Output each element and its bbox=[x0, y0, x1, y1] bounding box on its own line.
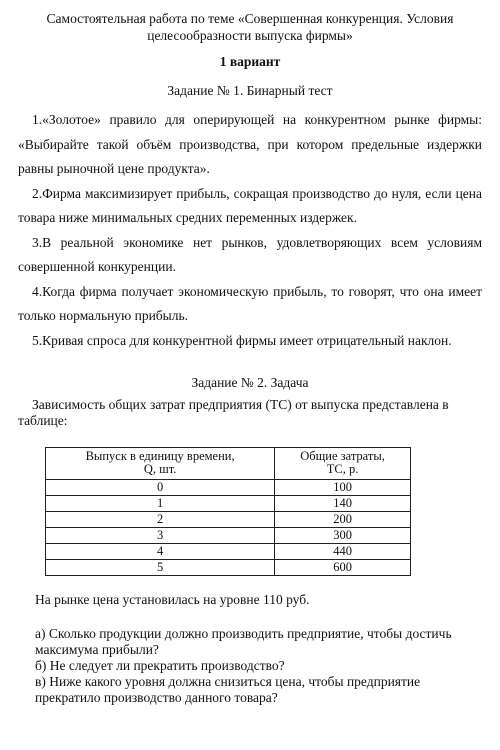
statement-item: 4.Когда фирма получает экономическую прибыль, то говорят, что она имеет только нормальную прибыль. bbox=[18, 283, 482, 323]
statement-item: 1.«Золотое» правило для оперирующей на конкурентном рынке фирмы: «Выбирайте такой объём производства, при котором предельные издержки равны рыночной цене продукта». bbox=[18, 112, 482, 176]
variant-label: 1 вариант bbox=[219, 54, 281, 69]
table-row bbox=[46, 544, 411, 560]
column-header-total-cost bbox=[275, 448, 411, 480]
statement-item: 5.Кривая спроса для конкурентной фирмы имеет отрицательный наклон. bbox=[32, 332, 452, 348]
cell-total-cost: 100 bbox=[275, 480, 411, 496]
table-header-row bbox=[46, 448, 411, 480]
statement-item: 3.В реальной экономике нет рынков, удовлетворяющих всем условиям совершенной конкуренции. bbox=[18, 234, 482, 274]
table-row bbox=[46, 512, 411, 528]
cell-output: 3 bbox=[46, 528, 275, 544]
table-row bbox=[46, 480, 411, 496]
column-header-output-line1: Выпуск в единицу времени, bbox=[85, 449, 235, 463]
task2-intro: Зависимость общих затрат предприятия (ТС) от выпуска представлена в таблице: bbox=[18, 397, 449, 428]
column-header-total-cost-line1: Общие затраты, bbox=[300, 449, 385, 463]
cell-output: 5 bbox=[46, 560, 275, 576]
column-header-total-cost-line2: ТС, р. bbox=[326, 462, 359, 476]
cell-total-cost: 440 bbox=[275, 544, 411, 560]
question-item: в) Ниже какого уровня должна снизиться цена, чтобы предприятие прекратило производство данного товара? bbox=[35, 674, 421, 705]
table-row bbox=[46, 496, 411, 512]
cell-total-cost: 200 bbox=[275, 512, 411, 528]
question-item: б) Не следует ли прекратить производство? bbox=[35, 658, 285, 673]
page-title: Самостоятельная работа по теме «Совершенная конкуренция. Условия целесообразности выпуска фирмы» bbox=[46, 11, 454, 43]
cell-total-cost: 300 bbox=[275, 528, 411, 544]
market-price-text: На рынке цена установилась на уровне 110 руб. bbox=[35, 592, 310, 607]
question-item: а) Сколько продукции должно производить предприятие, чтобы достичь максимума прибыли? bbox=[35, 626, 452, 657]
table-row bbox=[46, 528, 411, 544]
task2-heading: Задание № 2. Задача bbox=[191, 375, 309, 390]
column-header-output-line2: Q, шт. bbox=[143, 462, 177, 476]
cell-output: 4 bbox=[46, 544, 275, 560]
cell-output: 0 bbox=[46, 480, 275, 496]
task1-heading: Задание № 1. Бинарный тест bbox=[167, 83, 333, 98]
table-row bbox=[46, 560, 411, 576]
task1-statements bbox=[18, 108, 482, 353]
cell-total-cost: 140 bbox=[275, 496, 411, 512]
column-header-output bbox=[46, 448, 275, 480]
cost-table bbox=[45, 447, 411, 576]
cell-total-cost: 600 bbox=[275, 560, 411, 576]
cell-output: 2 bbox=[46, 512, 275, 528]
task2-questions bbox=[35, 626, 482, 706]
statement-item: 2.Фирма максимизирует прибыль, сокращая производство до нуля, если цена товара ниже минимальных средних переменных издержек. bbox=[18, 185, 482, 225]
cell-output: 1 bbox=[46, 496, 275, 512]
